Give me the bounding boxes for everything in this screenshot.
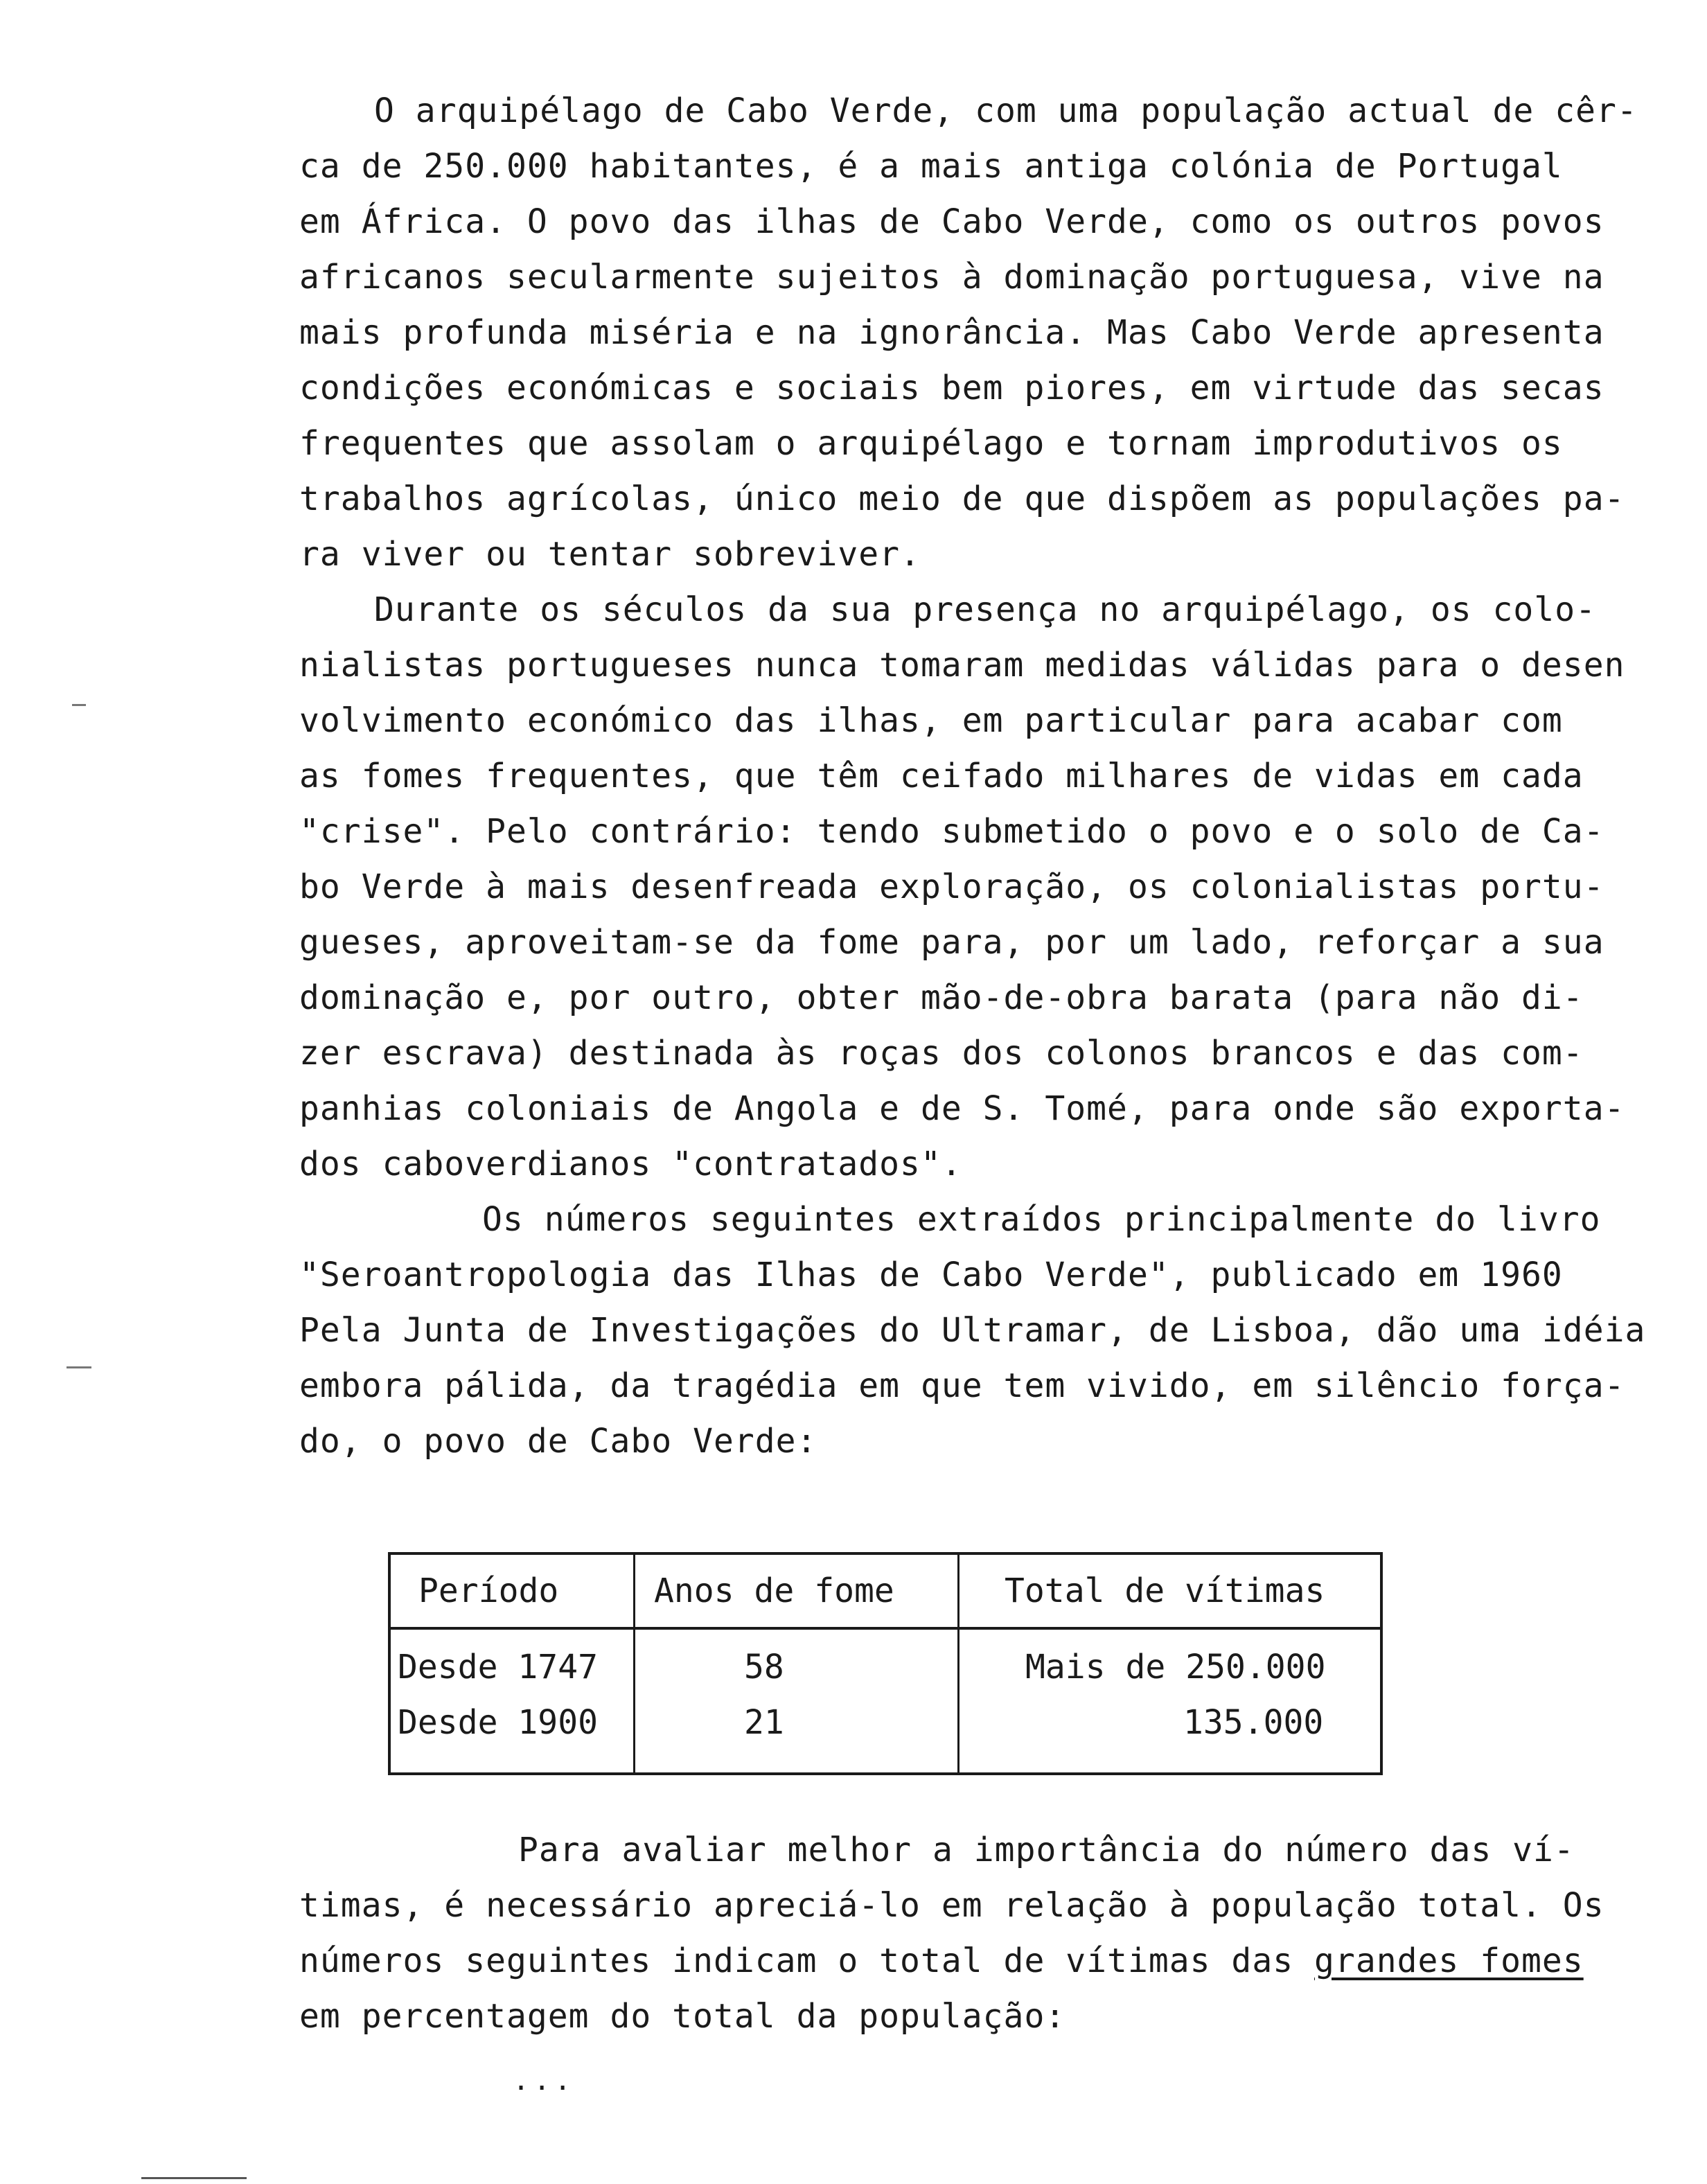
p3-line-2: "Seroantropologia das Ilhas de Cabo Verde", publicado em 1960 [299,1256,1563,1294]
table-col-divider-1 [633,1555,635,1772]
p4-line-4: em percentagem do total da população: [299,1997,1066,2036]
p1-line-3: em África. O povo das ilhas de Cabo Verde, como os outros povos [299,202,1604,241]
table-cell-r1-anos: 58 [744,1648,784,1687]
table-cell-r1-total: Mais de 250.000 [1025,1648,1326,1687]
p2-line-10: panhias coloniais de Angola e de S. Tomé, para onde são exporta- [299,1089,1625,1128]
p3-line-4: embora pálida, da tragédia em que tem vivido, em silêncio força- [299,1366,1625,1405]
p1-line-9: ra viver ou tentar sobreviver. [299,535,921,574]
p2-line-6: bo Verde à mais desenfreada exploração, os colonialistas portu- [299,868,1604,906]
p2-line-2: nialistas portugueses nunca tomaram medidas válidas para o desen [299,646,1625,685]
p2-line-7: gueses, aproveitam-se da fome para, por um lado, reforçar a sua [299,923,1604,962]
table-header-divider [391,1627,1380,1630]
p1-line-6: condições económicas e sociais bem piores, em virtude das secas [299,369,1604,407]
p1-line-2: ca de 250.000 habitantes, é a mais antiga colónia de Portugal [299,147,1563,186]
p2-line-1: Durante os séculos da sua presença no arquipélago, os colo- [374,590,1597,629]
p2-line-3: volvimento económico das ilhas, em particular para acabar com [299,701,1563,740]
p2-line-11: dos caboverdianos "contratados". [299,1145,962,1183]
underlined-grandes-fomes: grandes fomes [1314,1941,1584,1980]
margin-mark [67,1366,91,1368]
p1-line-1: O arquipélago de Cabo Verde, com uma população actual de cêr- [374,91,1638,130]
bottom-rule [141,2177,247,2179]
p1-line-4: africanos secularmente sujeitos à dominação portuguesa, vive na [299,258,1604,297]
p1-line-5: mais profunda miséria e na ignorância. Mas Cabo Verde apresenta [299,313,1604,352]
table-header-total: Total de vítimas [1005,1571,1325,1610]
p2-line-5: "crise". Pelo contrário: tendo submetido o povo e o solo de Ca- [299,812,1604,851]
p4-line-3-text: números seguintes indicam o total de vítimas das [299,1941,1315,1980]
p4-line-2: timas, é necessário apreciá-lo em relação à população total. Os [299,1886,1604,1925]
p2-line-9: zer escrava) destinada às roças dos colonos brancos e das com- [299,1034,1584,1073]
p3-line-5: do, o povo de Cabo Verde: [299,1422,817,1461]
famine-table [388,1552,1383,1775]
p2-line-8: dominação e, por outro, obter mão-de-obra barata (para não di- [299,978,1584,1017]
margin-mark [72,704,86,706]
table-header-anos: Anos de fome [654,1571,894,1610]
p1-line-8: trabalhos agrícolas, único meio de que dispõem as populações pa- [299,479,1625,518]
table-header-periodo: Período [418,1571,559,1610]
p1-line-7: frequentes que assolam o arquipélago e tornam improdutivos os [299,424,1563,463]
table-col-divider-2 [957,1555,959,1772]
table-cell-r2-anos: 21 [744,1703,784,1742]
p2-line-4: as fomes frequentes, que têm ceifado milhares de vidas em cada [299,757,1584,795]
p3-line-3: Pela Junta de Investigações do Ultramar, de Lisboa, dão uma idéia [299,1311,1646,1350]
p4-line-3 [299,1940,1584,1982]
table-cell-r2-periodo: Desde 1900 [398,1703,598,1742]
trailing-dots: ... [513,2065,576,2097]
p4-line-1: Para avaliar melhor a importância do número das ví- [518,1831,1575,1869]
table-cell-r2-total: 135.000 [1183,1703,1324,1742]
table-cell-r1-periodo: Desde 1747 [398,1648,598,1687]
p3-line-1: Os números seguintes extraídos principalmente do livro [482,1200,1601,1239]
